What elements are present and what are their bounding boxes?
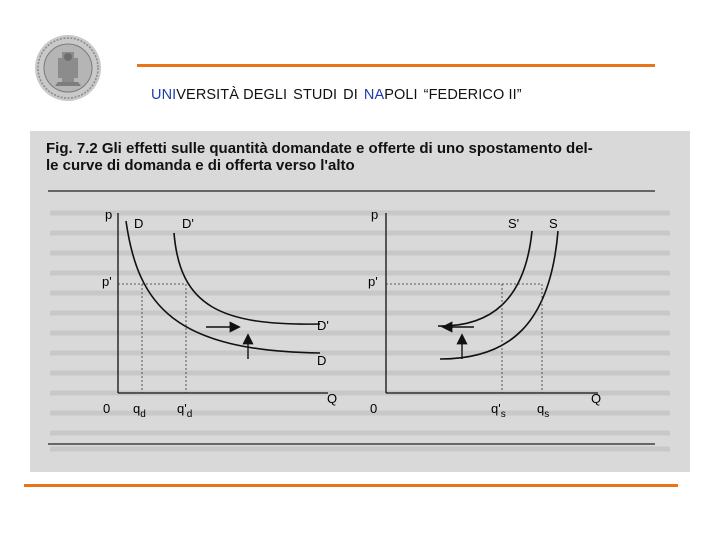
demand-x-label: Q — [327, 391, 338, 406]
supply-x-label: Q — [591, 391, 602, 406]
demand-y-label: p — [105, 207, 113, 222]
supply-origin-label: 0 — [370, 401, 378, 416]
supply-y-label: p — [371, 207, 379, 222]
header-text-di: DI — [343, 87, 358, 103]
demand-qd-label: $q_d$ — [133, 401, 146, 420]
figure-diagram — [30, 131, 690, 472]
scanned-figure — [30, 131, 690, 472]
demand-curve-d-shifted-end-label: D' — [317, 318, 329, 333]
demand-qd-shifted-label: $q'_d$ — [177, 401, 193, 420]
supply-qs-shifted-label: $q'_s$ — [491, 401, 506, 420]
demand-curve-d-label: D — [134, 216, 144, 231]
university-header — [151, 87, 522, 103]
header-accent-uni: UNI — [151, 87, 177, 103]
header-top-rule — [137, 64, 655, 67]
header-text-federico: “FEDERICO II” — [423, 87, 522, 103]
university-seal-logo — [34, 34, 102, 102]
demand-curve-d-end-label: D — [317, 353, 327, 368]
header-text-versita: VERSITÀ DEGLI — [176, 87, 288, 103]
supply-curve-s-shifted-label: S' — [508, 216, 520, 231]
header-accent-na: NA — [363, 87, 385, 103]
figure-title-line-1: Fig. 7.2 Gli effetti sulle quantità domandate e offerte di uno spostamento del- — [46, 140, 593, 157]
demand-price-label: p' — [102, 274, 112, 289]
header-text-poli: POLI — [384, 87, 418, 103]
figure-title-line-2: le curve di domanda e di offerta verso l'alto — [46, 157, 355, 174]
demand-curve-d-shifted-label: D' — [182, 216, 194, 231]
supply-qs-label: $q_s$ — [537, 401, 550, 420]
header-text-studi: STUDI — [293, 87, 338, 103]
demand-origin-label: 0 — [103, 401, 111, 416]
supply-price-label: p' — [368, 274, 378, 289]
demand-curve-d-shifted — [174, 233, 320, 324]
footer-rule — [24, 484, 678, 487]
supply-curve-s-label: S — [549, 216, 558, 231]
